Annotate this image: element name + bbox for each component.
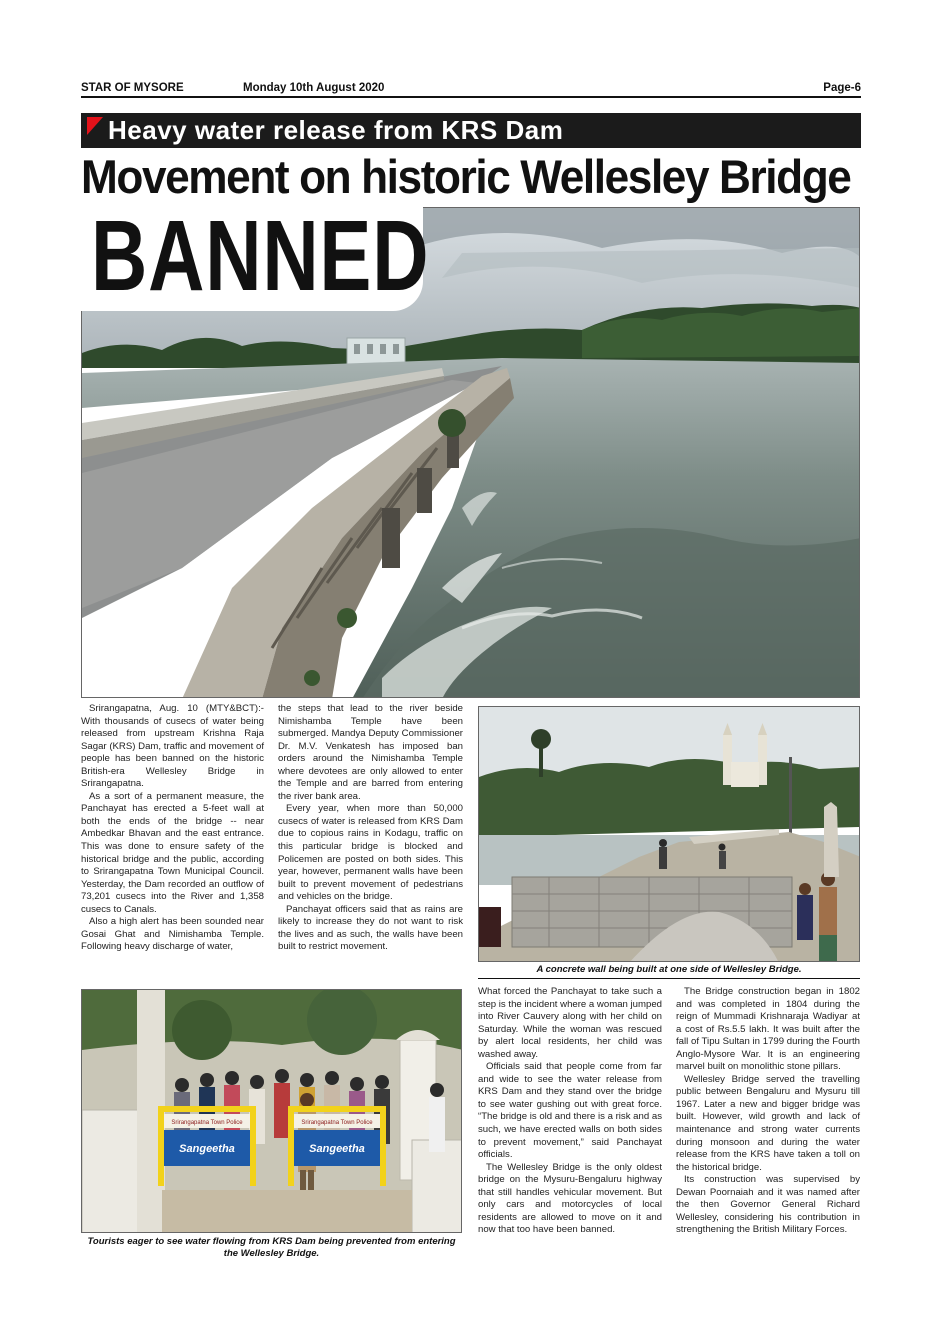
- kicker-text: Heavy water release from KRS Dam: [108, 115, 564, 145]
- page-number: Page-6: [823, 82, 861, 94]
- paragraph: Also a high alert has been sounded near Gosai Ghat and Nimishamba Temple. Following heavy discharge of water,: [81, 916, 264, 953]
- banned-label-box: [81, 200, 430, 312]
- paragraph: Officials said that people come from far and wide to see the water release from KRS Dam and they stand over the bridge to see water gushing out with great force. “The bridge is old and there is a risk and as such, we have erected walls on both sides to prevent movement,” said Panchayat officials.: [478, 1061, 662, 1161]
- crowd-photo-caption: Tourists eager to see water flowing from KRS Dam being prevented from entering the Wellesley Bridge.: [87, 1236, 456, 1259]
- paragraph: As a sort of a permanent measure, the Panchayat has erected a 5-feet wall at both the ends of the bridge -- near Ambedkar Bhavan and the east entrance. This was done to ensure safety of the historical bridge and the public, according to Srirangapatna Town Municipal Council. Yesterday, the Dam recorded an outflow of 73,201 cusecs into the River and 1,358 cusecs to Canals.: [81, 790, 264, 915]
- concrete-wall-illustration: [479, 707, 860, 962]
- barricade-header: Srirangapatna Town Police: [171, 1120, 243, 1126]
- article-column-2: [278, 703, 463, 954]
- tourists-crowd-illustration: [82, 990, 462, 1233]
- tourists-crowd-photo: [81, 989, 462, 1233]
- publication-name: STAR OF MYSORE: [81, 82, 184, 94]
- barricade-brand: Sangeetha: [309, 1143, 365, 1155]
- article-column-1: [81, 703, 264, 954]
- wall-photo-caption: A concrete wall being built at one side of Wellesley Bridge.: [478, 964, 860, 979]
- paragraph: Wellesley Bridge served the travelling public between Bengaluru and Mysuru till 1967. Later a new and bigger bridge was built. However, wild growth and lack of maintenance and strong water currents during monsoon and during the water release from the KRS have taken a toll on the historical bridge.: [676, 1073, 860, 1173]
- article-column-3: [478, 986, 662, 1237]
- paragraph: The Wellesley Bridge is the only oldest bridge on the Mysuru-Bengaluru highway that still handles vehicular movement. But only cars and motorcycles of local residents are allowed to move on it and now that too have been banned.: [478, 1161, 662, 1236]
- headline: Movement on historic Wellesley Bridge: [81, 150, 851, 203]
- paragraph: What forced the Panchayat to take such a step is the incident where a woman jumped into River Cauvery along with her child on Saturday. While the woman was rescued by alert local residents, her child was washed away.: [478, 986, 662, 1060]
- kicker-banner: [81, 113, 861, 148]
- masthead: [81, 80, 861, 98]
- paragraph: The Bridge construction began in 1802 and was completed in 1804 during the reign of Mummadi Krishnaraja Wadiyar at a cost of Rs.5.5 lakh. It was built after the fall of Tipu Sultan in 1799 during the Fourth Anglo-Mysore War. It is an engineering marvel built on monolithic stone pillars.: [676, 986, 860, 1073]
- paragraph: Its construction was supervised by Dewan Poornaiah and it was named after the then Governor General Richard Wellesley, considering his contribution in strengthening the British Military Forces.: [676, 1174, 860, 1236]
- issue-date: Monday 10th August 2020: [243, 82, 385, 94]
- paragraph: Srirangapatna, Aug. 10 (MTY&BCT):- With thousands of cusecs of water being released from upstream Krishna Raja Sagar (KRS) Dam, traffic and movement of people has been banned on the historic British-era Wellesley Bridge in Srirangapatna.: [81, 703, 264, 790]
- barricade-brand: Sangeetha: [179, 1143, 235, 1155]
- article-column-4: [676, 986, 860, 1237]
- barricade-header: Srirangapatna Town Police: [301, 1120, 373, 1126]
- banned-label: BANNED: [91, 200, 430, 312]
- concrete-wall-photo: [478, 706, 860, 962]
- red-flag-icon: [87, 117, 103, 135]
- paragraph: Panchayat officers said that as rains are likely to increase they do not want to risk the lives and as such, the walls have been built to restrict movement.: [278, 903, 463, 953]
- paragraph: the steps that lead to the river beside Nimishamba Temple have been submerged. Mandya Deputy Commissioner Dr. M.V. Venkatesh has imposed ban orders around the Nimishamba Temple where devotees are only allowed to enter the Temple and are barred from entering the river bank area.: [278, 703, 463, 802]
- paragraph: Every year, when more than 50,000 cusecs of water is released from KRS Dam due to copious rains in Kodagu, traffic on this particular bridge is blocked and Policemen are posted on both sides. This year, however, permanent walls have been built to prevent movement of pedestrians and vehicles on the bridge.: [278, 803, 463, 903]
